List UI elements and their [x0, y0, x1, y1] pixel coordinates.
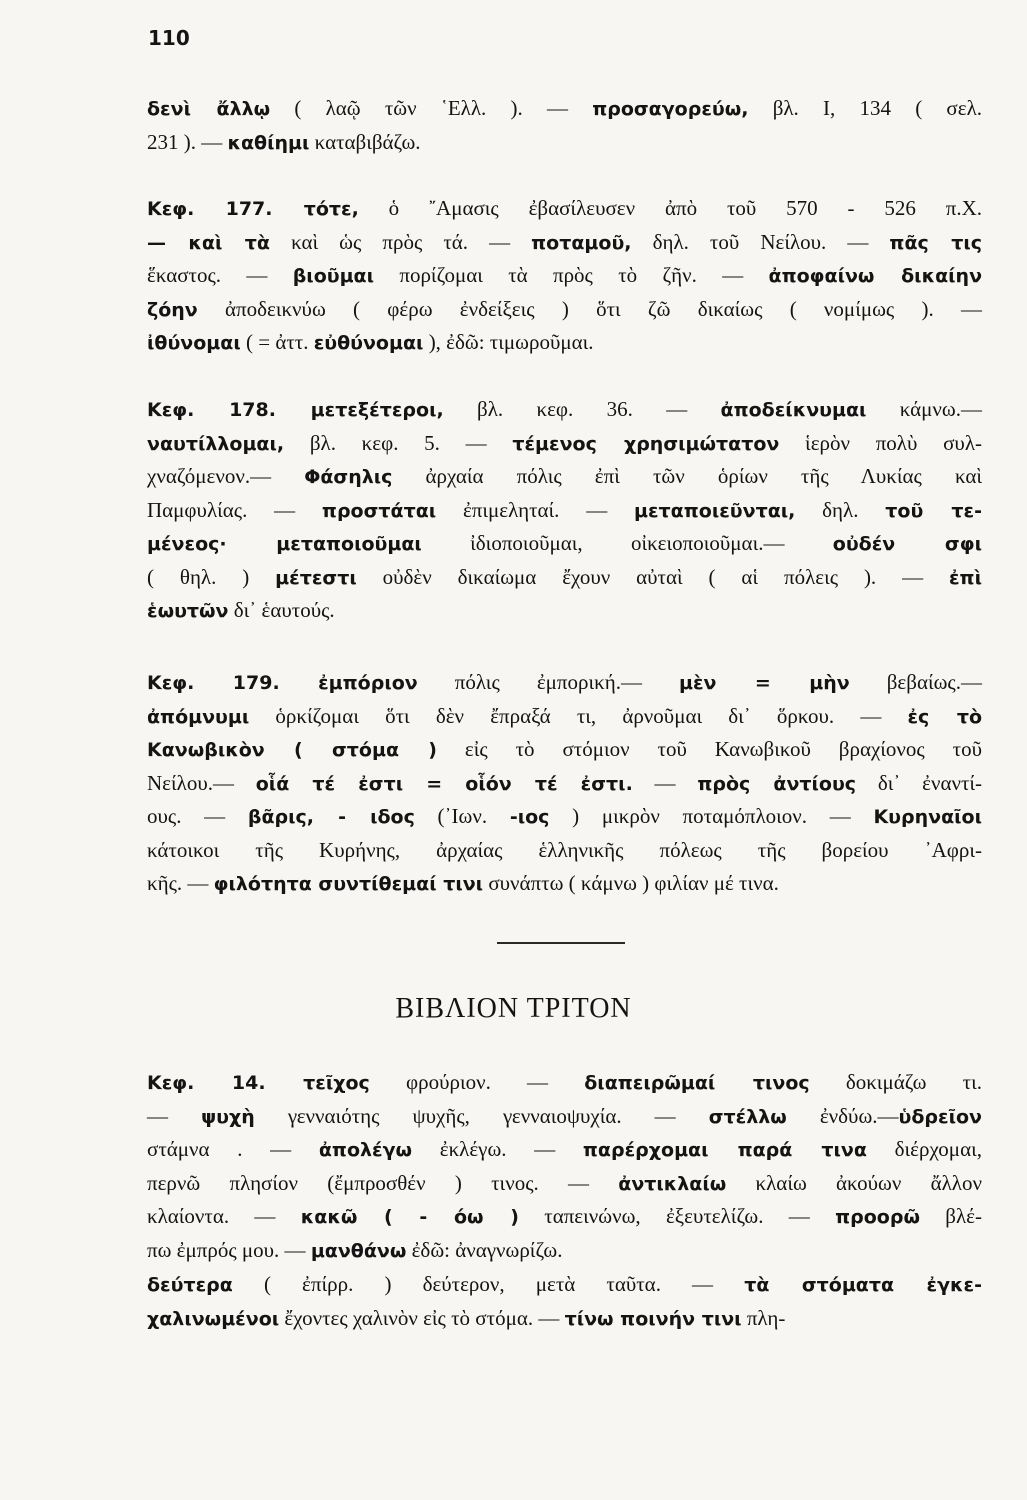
- definition-text: βλ. κεφ. 36. —: [443, 397, 721, 421]
- text-line: [147, 393, 982, 427]
- definition-text: οὐδὲν δικαίωμα ἔχουν αὐταὶ ( αἱ πόλεις ). —: [356, 564, 949, 589]
- definition-text: (᾿Ιων.: [414, 804, 510, 828]
- definition-text: ( ἐπίρρ. ) δεύτερον, μετὰ ταῦτα. —: [232, 1272, 745, 1296]
- definition-text: ἰδιοποιοῦμαι, οἰκειοποιοῦμαι.—: [421, 531, 833, 555]
- text-line: [147, 494, 982, 528]
- text-line: [147, 293, 982, 327]
- lemma-term: οὐδέν σφι: [832, 533, 982, 555]
- text-line: [147, 1133, 982, 1167]
- text-line: [147, 460, 982, 494]
- text-line: [147, 427, 982, 461]
- lemma-term: μὲν = μὴν: [679, 672, 850, 694]
- definition-text: βλ. I, 134 ( σελ.: [748, 96, 983, 120]
- lemma-term: πᾶς τις: [889, 231, 982, 254]
- lemma-term: μανθάνω: [310, 1239, 407, 1262]
- lemma-term: ἀποφαίνω δικαίην: [768, 265, 983, 287]
- definition-text: κάμνω.—: [866, 397, 982, 421]
- definition-text: φρούριον. —: [369, 1070, 585, 1094]
- lemma-term: φιλότητα συντίθεμαί τινι: [213, 873, 484, 895]
- text-line: [147, 92, 982, 126]
- text-line: [147, 126, 982, 160]
- definition-text: —: [632, 770, 698, 795]
- lemma-term: ἀπολέγω: [318, 1139, 413, 1161]
- lemma-term: -ιος: [509, 806, 550, 828]
- definition-text: πόλις ἐμπορική.—: [417, 670, 679, 694]
- definition-text: κλαίω ἀκούων ἄλλον: [726, 1170, 982, 1195]
- text-line: [147, 594, 982, 628]
- text-line: [147, 666, 982, 700]
- definition-text: βεβαίως.—: [849, 670, 982, 694]
- lemma-term: ἑωυτῶν: [147, 600, 229, 622]
- glossary-paragraph-chapter-177: [147, 192, 982, 360]
- definition-text: ἐνδύω.—: [786, 1103, 899, 1128]
- section-heading: ΒΙΒΛΙΟΝ ΤΡΙΤΟΝ: [395, 993, 632, 1024]
- lemma-term: χαλινωμένοι: [147, 1307, 280, 1330]
- definition-text: ) μικρὸν ποταμόπλοιον. —: [549, 804, 874, 828]
- definition-text: συνάπτω ( κάμνω ) φιλίαν μέ τινα.: [483, 871, 779, 895]
- text-line: [147, 192, 982, 226]
- lemma-term: παρέρχομαι παρά τινα: [582, 1139, 867, 1161]
- definition-text: —: [147, 1103, 202, 1128]
- lemma-term: καθίημι: [227, 131, 310, 154]
- definition-text: βλ. κεφ. 5. —: [284, 430, 513, 455]
- lemma-term: ἀποδείκνυμαι: [720, 399, 867, 421]
- definition-text: ( θηλ. ): [147, 564, 276, 589]
- text-line: [147, 1268, 982, 1302]
- definition-text: Νείλου.—: [147, 770, 256, 795]
- text-line: [147, 1302, 982, 1336]
- lemma-term: Κεφ. 178. μετεξέτεροι,: [147, 399, 444, 421]
- definition-text: ταπεινώνω, ἐξευτελίζω. —: [518, 1204, 836, 1228]
- lemma-term: προστάται: [321, 499, 437, 522]
- lemma-term: Κεφ. 177. τότε,: [147, 198, 359, 220]
- text-line: [147, 326, 982, 360]
- definition-text: ὁ ῎Αμασις ἐβασίλευσεν ἀπὸ τοῦ 570 - 526 π.Χ.: [358, 196, 982, 220]
- lemma-term: Φάσηλις: [304, 466, 393, 488]
- text-line: [147, 1234, 982, 1268]
- text-line: [147, 800, 982, 834]
- definition-text: δηλ. τοῦ Νείλου. —: [631, 229, 890, 254]
- definition-text: ( λαῷ τῶν ῾Ελλ. ). —: [270, 96, 593, 120]
- text-line: [147, 561, 982, 595]
- lemma-term: ἰθύνομαι: [147, 332, 241, 354]
- glossary-paragraph-book3-continued: [147, 1268, 982, 1335]
- lemma-term: ἐπὶ: [948, 566, 982, 589]
- text-line: [147, 1066, 982, 1100]
- lemma-term: τέμενος χρησιμώτατον: [512, 432, 780, 455]
- lemma-term: ὑδρεῖον: [898, 1105, 982, 1128]
- text-line: [147, 1200, 982, 1234]
- lemma-term: τίνω ποινήν τινι: [564, 1307, 742, 1330]
- lemma-term: μεταποιεῦνται,: [634, 499, 796, 522]
- lemma-term: ποταμοῦ,: [531, 231, 632, 254]
- definition-text: δοκιμάζω τι.: [809, 1070, 982, 1094]
- definition-text: βλέ-: [919, 1204, 982, 1228]
- definition-text: κῆς. —: [147, 871, 214, 895]
- text-line: [147, 834, 982, 868]
- lemma-term: — καὶ τὰ: [147, 231, 270, 254]
- lemma-term: διαπειρῶμαί τινος: [584, 1072, 810, 1094]
- definition-text: ὁρκίζομαι ὅτι δὲν ἔπραξά τι, ἀρνοῦμαι δι᾿ ὅρκου. —: [249, 703, 908, 728]
- lemma-term: ναυτίλλομαι,: [147, 432, 285, 455]
- lemma-term: οἷά τέ ἐστι = οἷόν τέ ἐστι.: [255, 772, 633, 795]
- definition-text: ), ἐδῶ: τιμωροῦμαι.: [423, 330, 594, 354]
- definition-text: ἐκλέγω. —: [412, 1137, 583, 1161]
- text-line: [147, 700, 982, 734]
- definition-text: κλαίοντα. —: [147, 1204, 301, 1228]
- definition-text: ους. —: [147, 804, 248, 828]
- lemma-term: ζόην: [147, 298, 198, 321]
- definition-text: ἔχοντες χαλινὸν εἰς τὸ στόμα. —: [279, 1305, 565, 1330]
- lemma-term: δενὶ ἄλλῳ: [147, 98, 271, 120]
- definition-text: εἰς τὸ στόμιον τοῦ Κανωβικοῦ βραχίονος τοῦ: [436, 737, 982, 761]
- text-line: [147, 867, 982, 901]
- definition-text: χναζόμενον.—: [147, 464, 305, 488]
- definition-text: διέρχομαι,: [866, 1137, 982, 1161]
- text-line: [147, 259, 982, 293]
- lemma-term: πρὸς ἀντίους: [697, 772, 857, 795]
- glossary-paragraph-chapter-178: [147, 393, 982, 628]
- lemma-term: βᾶρις, - ιδος: [247, 806, 415, 828]
- text-line: [147, 527, 982, 561]
- lemma-term: Κεφ. 179. ἐμπόριον: [147, 672, 418, 694]
- definition-text: Παμφυλίας. —: [147, 497, 322, 522]
- definition-text: περνῶ πλησίον (ἔμπροσθέν ) τινος. —: [147, 1170, 619, 1195]
- lemma-term: κακῶ ( - όω ): [300, 1206, 519, 1228]
- definition-text: δηλ.: [795, 497, 886, 522]
- page-number: 110: [148, 26, 190, 50]
- lemma-term: τὰ στόματα ἐγκε-: [744, 1274, 982, 1296]
- text-line: [147, 767, 982, 801]
- text-line: [147, 733, 982, 767]
- lemma-term: μένεος· μεταποιοῦμαι: [147, 533, 422, 555]
- definition-text: ἀποδεικνύω ( φέρω ἐνδείξεις ) ὅτι ζῶ δικαίως ( νομίμως ). —: [197, 296, 982, 321]
- definition-text: καὶ ὡς πρὸς τά. —: [270, 229, 532, 254]
- definition-text: 231 ). —: [147, 129, 228, 154]
- definition-text: ἕκαστος. —: [147, 263, 293, 287]
- lemma-term: ἀντικλαίω: [618, 1172, 727, 1195]
- definition-text: κάτοικοι τῆς Κυρήνης, ἀρχαίας ἑλληνικῆς πόλεως τῆς βορείου ᾿Αφρι-: [147, 837, 982, 862]
- lemma-term: στέλλω: [708, 1105, 787, 1128]
- text-line: [147, 1167, 982, 1201]
- lemma-term: δεύτερα: [147, 1274, 233, 1296]
- lemma-term: Κανωβικὸν ( στόμα ): [147, 739, 437, 761]
- glossary-paragraph-chapter-179: [147, 666, 982, 901]
- text-line: [147, 1100, 982, 1134]
- lemma-term: ἐς τὸ: [907, 705, 982, 728]
- definition-text: στάμνα . —: [147, 1137, 319, 1161]
- lemma-term: εὐθύνομαι: [313, 332, 424, 354]
- definition-text: γενναιότης ψυχῆς, γενναιοψυχία. —: [254, 1103, 709, 1128]
- definition-text: ἀρχαία πόλις ἐπὶ τῶν ὁρίων τῆς Λυκίας καὶ: [392, 464, 982, 488]
- lemma-term: τοῦ τε-: [885, 499, 983, 522]
- definition-text: πω ἐμπρός μου. —: [147, 1237, 311, 1262]
- lemma-term: ἀπόμνυμι: [147, 705, 250, 728]
- lemma-term: βιοῦμαι: [292, 265, 375, 287]
- lemma-term: Κυρηναῖοι: [873, 806, 982, 828]
- glossary-paragraph-book3-chapter-14: [147, 1066, 982, 1267]
- definition-text: δι᾿ ἐναντί-: [856, 770, 983, 795]
- section-divider-rule: [497, 942, 625, 944]
- lemma-term: μέτεστι: [275, 566, 357, 589]
- definition-text: ἐδῶ: ἀναγνωρίζω.: [406, 1237, 563, 1262]
- lemma-term: Κεφ. 14. τεῖχος: [147, 1072, 370, 1094]
- definition-text: δι᾿ ἑαυτούς.: [228, 598, 335, 622]
- definition-text: ἱερὸν πολὺ συλ-: [779, 430, 982, 455]
- lemma-term: προσαγορεύω,: [592, 98, 749, 120]
- definition-text: καταβιβάζω.: [309, 129, 421, 154]
- text-line: [147, 226, 982, 260]
- definition-text: ( = ἀττ.: [240, 330, 314, 354]
- lemma-term: προορῶ: [835, 1206, 920, 1228]
- lemma-term: ψυχὴ: [201, 1105, 255, 1128]
- definition-text: πλη-: [741, 1305, 786, 1330]
- glossary-paragraph-intro: [147, 92, 982, 159]
- definition-text: ἐπιμεληταί. —: [436, 497, 634, 522]
- definition-text: πορίζομαι τὰ πρὸς τὸ ζῆν. —: [374, 263, 769, 287]
